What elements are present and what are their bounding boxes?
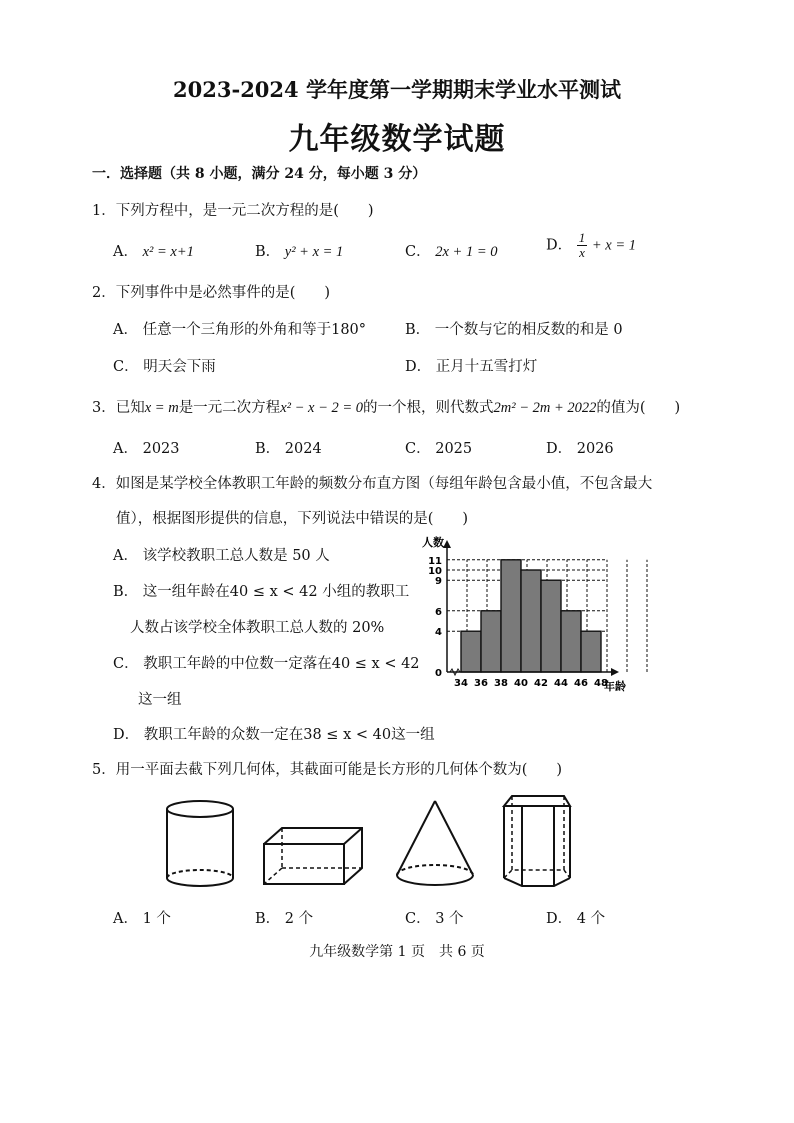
- x-tick-label: 34: [454, 678, 468, 689]
- y-tick-label: 11: [428, 555, 442, 567]
- question-2: [92, 281, 330, 302]
- q3-option-c[interactable]: C． 2025: [405, 441, 473, 457]
- histogram-bar: [481, 611, 501, 672]
- q2-option-c[interactable]: C． 明天会下雨: [113, 359, 216, 375]
- q5-option-b[interactable]: B． 2 个: [255, 911, 314, 927]
- q3-option-d[interactable]: D． 2026: [546, 441, 614, 457]
- q2-option-a[interactable]: A． 任意一个三角形的外角和等于180°: [113, 322, 367, 338]
- question-5: 5．用一平面去截下列几何体，其截面可能是长方形的几何体个数为( ): [92, 762, 563, 778]
- question-4-line2: 值），根据图形提供的信息，下列说法中错误的是( ): [116, 511, 469, 527]
- cone-figure: [390, 795, 485, 895]
- age-histogram: [415, 530, 665, 695]
- question-number: 1．: [92, 203, 116, 219]
- x-tick-label: 48: [594, 678, 608, 689]
- q2-option-d[interactable]: D． 正月十五雪打灯: [405, 359, 538, 375]
- y-tick-label: 6: [435, 606, 442, 618]
- q4-option-c[interactable]: C． 教职工年龄的中位数一定落在40 ≤ x < 42: [113, 656, 420, 672]
- histogram-bar: [521, 570, 541, 672]
- exam-title: 2023-2024 学年度第一学期期末学业水平测试: [173, 77, 621, 102]
- x-axis-label: 年龄: [604, 680, 626, 693]
- q4-option-b[interactable]: B． 这一组年龄在40 ≤ x < 42 小组的教职工: [113, 584, 410, 600]
- question-4: 4．如图是某学校全体教职工年龄的频数分布直方图（每组年龄包含最小值，不包含最大: [92, 476, 653, 492]
- q1-option-d[interactable]: D． $\frac{1}{x}$ + x = 1: [546, 230, 636, 260]
- page-footer: 九年级数学第 1 页 共 6 页: [309, 944, 485, 960]
- q4-option-a[interactable]: A． 该学校教职工总人数是 50 人: [113, 548, 330, 564]
- x-tick-label: 44: [554, 678, 568, 689]
- q3-option-a[interactable]: A． 2023: [113, 441, 180, 457]
- histogram-bar: [581, 631, 601, 672]
- y-tick-label: 9: [435, 576, 442, 588]
- q1-option-a[interactable]: A． x² = x+1: [113, 244, 194, 260]
- section-heading: 一．选择题（共 8 小题，满分 24 分，每小题 3 分）: [92, 166, 427, 182]
- cuboid-figure: [258, 820, 368, 890]
- y-tick-label: 0: [435, 668, 442, 679]
- x-tick-label: 42: [534, 678, 548, 689]
- y-tick-label: 10: [428, 566, 442, 577]
- exam-subtitle: 九年级数学试题: [288, 122, 506, 157]
- y-tick-label: 4: [435, 627, 442, 639]
- histogram-bar: [461, 631, 481, 672]
- q5-option-a[interactable]: A． 1 个: [113, 911, 171, 927]
- fraction: $\frac{1}{x}$: [578, 230, 586, 260]
- x-tick-label: 36: [474, 678, 488, 689]
- q4-option-c-line2: 这一组: [138, 692, 182, 708]
- q3-option-b[interactable]: B． 2024: [255, 441, 322, 457]
- q4-option-d[interactable]: D． 教职工年龄的众数一定在38 ≤ x < 40这一组: [113, 727, 435, 743]
- histogram-bar: [541, 580, 561, 672]
- q4-option-b-line2: 人数占该学校全体教职工总人数的 20%: [130, 620, 385, 636]
- x-tick-label: 38: [494, 678, 508, 689]
- x-tick-label: 40: [514, 678, 528, 689]
- y-axis-arrow: [443, 540, 451, 548]
- x-tick-label: 46: [574, 678, 588, 689]
- q2-option-b[interactable]: B． 一个数与它的相反数的和是 0: [405, 322, 623, 338]
- prism-figure: [498, 790, 578, 895]
- cylinder-figure: [160, 795, 250, 895]
- q1-option-c[interactable]: C． 2x + 1 = 0: [405, 244, 498, 260]
- x-axis-arrow: [611, 668, 619, 676]
- question-number: 2．: [92, 285, 116, 301]
- histogram-bar: [561, 611, 581, 672]
- question-3: 3．已知x = m是一元二次方程x² − x − 2 = 0的一个根，则代数式2m² − 2m + 2022的值为( ): [92, 400, 681, 416]
- q5-option-c[interactable]: C． 3 个: [405, 911, 464, 927]
- y-axis-label: 人数: [422, 536, 444, 549]
- histogram-bar: [501, 560, 521, 672]
- question-stem: 下列方程中，是一元二次方程的是( ): [115, 203, 374, 219]
- q5-option-d[interactable]: D． 4 个: [546, 911, 606, 927]
- question-1: [92, 199, 374, 220]
- q1-option-b[interactable]: B． y² + x = 1: [255, 244, 344, 260]
- question-stem: 下列事件中是必然事件的是( ): [115, 285, 331, 301]
